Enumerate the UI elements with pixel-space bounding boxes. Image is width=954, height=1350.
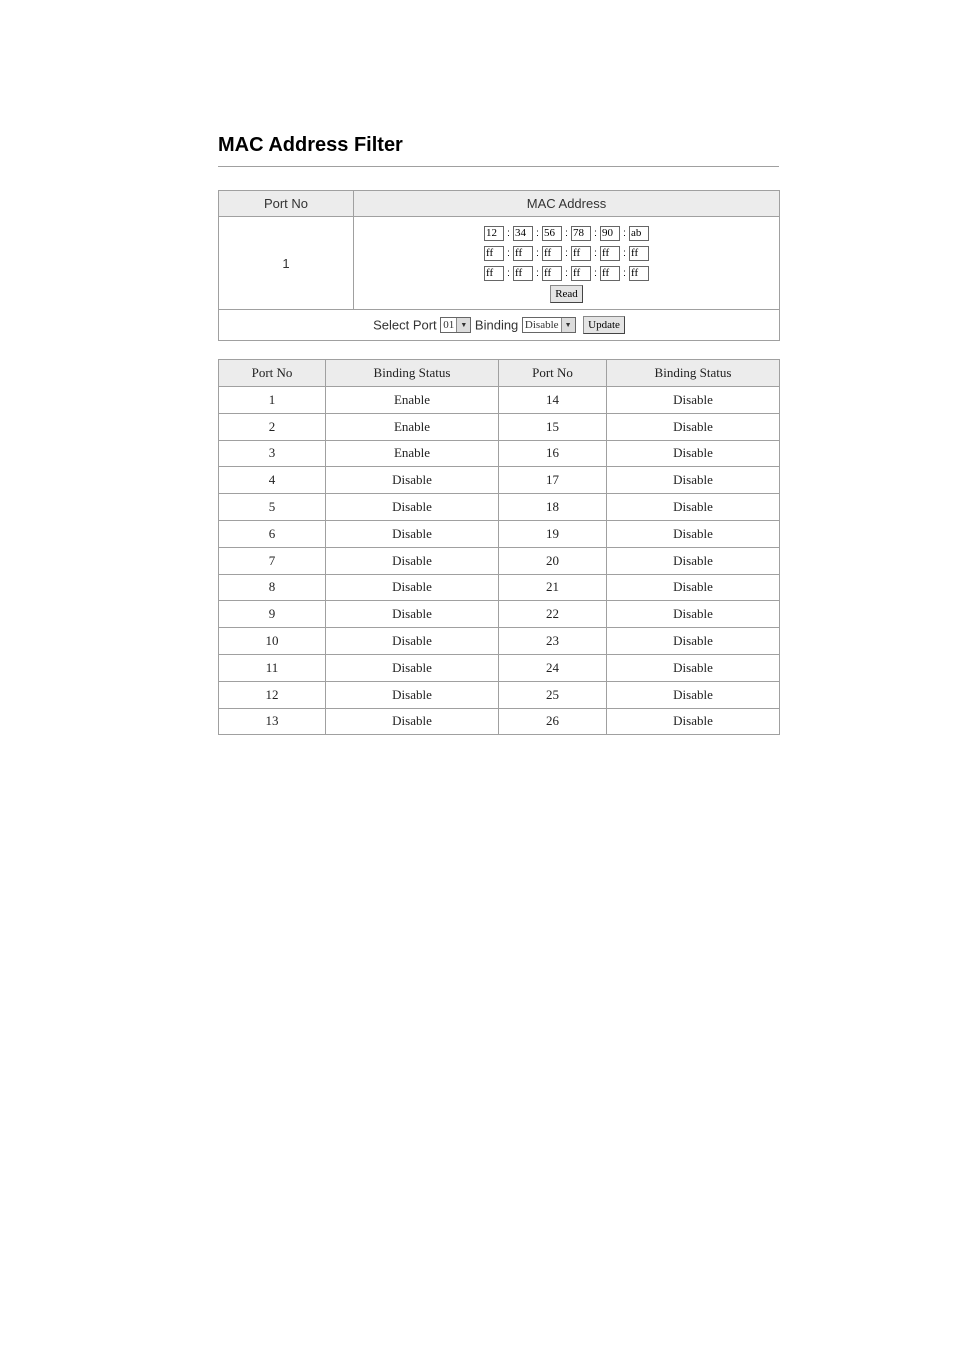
port-number-cell: 25 (499, 681, 607, 708)
binding-status-cell: Disable (607, 387, 780, 414)
status-header-row (219, 360, 780, 387)
mac-address-row (354, 223, 779, 243)
binding-status-header-right: Binding Status (607, 360, 780, 387)
table-row (219, 467, 780, 494)
binding-status-cell: Enable (326, 413, 499, 440)
select-port-label: Select Port (373, 317, 437, 333)
binding-label: Binding (474, 317, 519, 333)
mac-address-header: MAC Address (354, 191, 780, 217)
binding-status-cell: Disable (326, 574, 499, 601)
mac-fields-cell (354, 217, 780, 310)
mac-octet-input[interactable] (571, 246, 591, 261)
port-number-cell: 13 (219, 708, 326, 735)
binding-status-cell: Disable (607, 628, 780, 655)
port-number-cell: 24 (499, 654, 607, 681)
mac-octet-input[interactable] (600, 226, 620, 241)
mac-octet-input[interactable] (571, 226, 591, 241)
table-row (219, 654, 780, 681)
port-number-cell: 3 (219, 440, 326, 467)
port-no-header-left: Port No (219, 360, 326, 387)
binding-status-cell: Disable (607, 547, 780, 574)
binding-dropdown[interactable] (522, 317, 576, 333)
mac-table-row (219, 217, 780, 310)
port-number-cell: 8 (219, 574, 326, 601)
mac-octet-input[interactable] (542, 246, 562, 261)
binding-status-cell: Disable (326, 708, 499, 735)
update-button[interactable]: Update (583, 316, 625, 334)
mac-separator: : (536, 227, 539, 239)
mac-octet-input[interactable] (629, 226, 649, 241)
port-no-header-right: Port No (499, 360, 607, 387)
port-number-cell: 12 (219, 681, 326, 708)
binding-status-cell: Disable (326, 681, 499, 708)
mac-octet-input[interactable] (484, 226, 504, 241)
port-number-cell: 1 (219, 387, 326, 414)
select-port-dropdown[interactable] (440, 317, 471, 333)
binding-status-cell: Disable (607, 467, 780, 494)
table-row (219, 494, 780, 521)
mac-separator: : (594, 227, 597, 239)
port-number-cell: 14 (499, 387, 607, 414)
mac-octet-input[interactable] (629, 246, 649, 261)
port-number-cell: 16 (499, 440, 607, 467)
table-row (219, 547, 780, 574)
port-no-header: Port No (219, 191, 354, 217)
table-row (219, 520, 780, 547)
mac-separator: : (507, 227, 510, 239)
port-number-cell: 22 (499, 601, 607, 628)
port-number-cell: 9 (219, 601, 326, 628)
binding-status-cell: Disable (326, 547, 499, 574)
port-number-cell: 10 (219, 628, 326, 655)
mac-separator: : (623, 247, 626, 259)
mac-octet-input[interactable] (513, 226, 533, 241)
binding-status-cell: Disable (607, 681, 780, 708)
mac-separator: : (565, 267, 568, 279)
mac-octet-input[interactable] (600, 246, 620, 261)
mac-separator: : (594, 247, 597, 259)
binding-status-cell: Disable (326, 467, 499, 494)
select-port-row (219, 310, 780, 341)
mac-octet-input[interactable] (484, 246, 504, 261)
mac-separator: : (507, 267, 510, 279)
mac-separator: : (536, 247, 539, 259)
binding-status-cell: Disable (607, 601, 780, 628)
port-number-cell: 4 (219, 467, 326, 494)
port-number-cell: 26 (499, 708, 607, 735)
binding-status-cell: Disable (326, 601, 499, 628)
binding-status-cell: Disable (607, 494, 780, 521)
mac-table-header-row (219, 191, 780, 217)
mac-octet-input[interactable] (600, 266, 620, 281)
binding-status-cell: Disable (607, 574, 780, 601)
port-number-cell: 15 (499, 413, 607, 440)
port-number-cell: 20 (499, 547, 607, 574)
mac-address-table (218, 190, 780, 341)
mac-separator: : (565, 247, 568, 259)
port-number-cell: 17 (499, 467, 607, 494)
binding-status-header-left: Binding Status (326, 360, 499, 387)
port-number-cell: 19 (499, 520, 607, 547)
port-number-cell: 2 (219, 413, 326, 440)
table-row (219, 413, 780, 440)
chevron-down-icon: ▼ (561, 318, 575, 332)
chevron-down-icon: ▼ (456, 318, 470, 332)
binding-status-cell: Enable (326, 387, 499, 414)
binding-status-cell: Disable (326, 494, 499, 521)
mac-separator: : (594, 267, 597, 279)
mac-separator: : (623, 267, 626, 279)
table-row (219, 574, 780, 601)
mac-separator: : (623, 227, 626, 239)
binding-status-cell: Disable (326, 520, 499, 547)
mac-octet-input[interactable] (629, 266, 649, 281)
mac-field-group (354, 223, 779, 283)
table-row (219, 681, 780, 708)
mac-separator: : (565, 227, 568, 239)
mac-octet-input[interactable] (513, 246, 533, 261)
binding-status-table (218, 359, 780, 735)
mac-separator: : (536, 267, 539, 279)
table-row (219, 387, 780, 414)
port-number-cell: 18 (499, 494, 607, 521)
port-number-cell: 6 (219, 520, 326, 547)
binding-value: Disable (524, 319, 559, 331)
binding-status-cell: Enable (326, 440, 499, 467)
select-port-value: 01 (443, 319, 455, 331)
binding-status-cell: Disable (326, 628, 499, 655)
select-port-cell (219, 310, 780, 341)
binding-status-cell: Disable (607, 413, 780, 440)
mac-octet-input[interactable] (513, 266, 533, 281)
mac-octet-input[interactable] (542, 226, 562, 241)
binding-status-cell: Disable (607, 708, 780, 735)
page-title: MAC Address Filter (218, 134, 403, 156)
mac-octet-input[interactable] (571, 266, 591, 281)
table-row (219, 440, 780, 467)
mac-octet-input[interactable] (484, 266, 504, 281)
binding-status-cell: Disable (607, 440, 780, 467)
port-number-cell: 23 (499, 628, 607, 655)
table-row (219, 601, 780, 628)
mac-separator: : (507, 247, 510, 259)
port-number-cell: 21 (499, 574, 607, 601)
read-button[interactable]: Read (550, 285, 583, 303)
binding-status-cell: Disable (326, 654, 499, 681)
binding-status-cell: Disable (607, 520, 780, 547)
mac-address-row (354, 263, 779, 283)
port-number-cell: 11 (219, 654, 326, 681)
table-row (219, 628, 780, 655)
port-number-cell: 7 (219, 547, 326, 574)
title-divider (218, 166, 779, 167)
binding-status-cell: Disable (607, 654, 780, 681)
mac-address-row (354, 243, 779, 263)
mac-octet-input[interactable] (542, 266, 562, 281)
port-number-cell: 5 (219, 494, 326, 521)
port-number-cell: 1 (219, 217, 354, 310)
table-row (219, 708, 780, 735)
